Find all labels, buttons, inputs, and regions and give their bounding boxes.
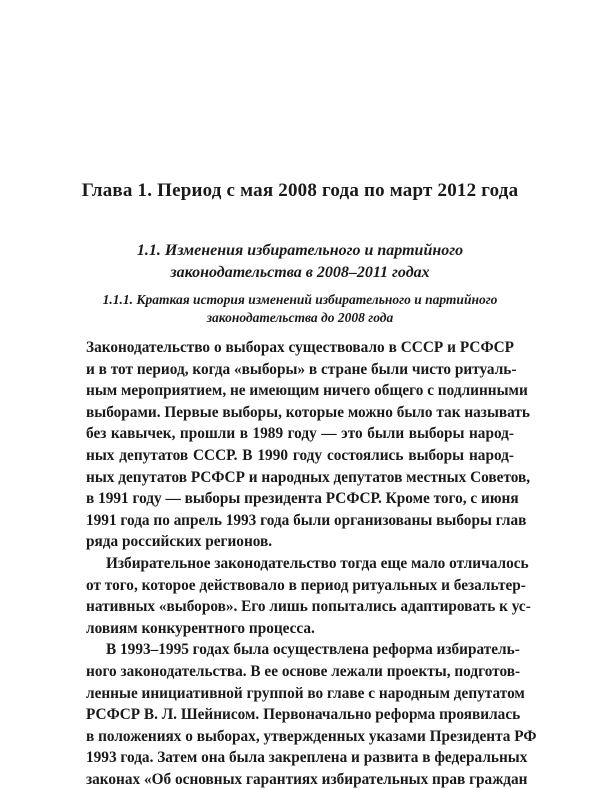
section-title-line: 1.1. Изменения избирательного и партийного — [136, 242, 464, 259]
text-line: нативных «выборов». Его лишь попытались адаптировать к ус- — [86, 598, 531, 616]
subsection-title — [82, 291, 518, 327]
text-line: в положениях о выборах, утвержденных указами Президента РФ — [86, 727, 537, 745]
section-title-line: законодательства в 2008–2011 годах — [170, 264, 430, 281]
text-line: ловиям конкурентного процесса. — [86, 619, 315, 637]
text-line: в 1991 году — выборы президента РСФСР. Кроме того, с июня — [86, 490, 519, 508]
text-line: ных депутатов СССР. В 1990 году состоялись выборы народ- — [86, 446, 514, 464]
text-line: В 1993–1995 годах была осуществлена реформа избиратель- — [106, 641, 520, 659]
text-line: ленные инициативной группой во главе с народным депутатом — [86, 684, 525, 702]
chapter-title: Глава 1. Период с мая 2008 года по март 2012 года — [81, 180, 519, 201]
text-line: без кавычек, прошли в 1989 году — это были выборы народ- — [86, 425, 514, 443]
text-line: 1991 года по апрель 1993 года были организованы выборы глав — [86, 511, 527, 529]
text-line: РСФСР В. Л. Шейнисом. Первоначально реформа проявилась — [86, 706, 521, 724]
body-text — [86, 337, 537, 790]
text-line: и в тот период, когда «выборы» в стране были чисто ритуаль- — [86, 360, 517, 378]
text-line: 1993 года. Затем она была закреплена и развита в федеральных — [86, 749, 528, 767]
text-line: от того, которое действовало в период ритуальных и безальтер- — [86, 576, 526, 594]
section-title — [80, 240, 520, 284]
text-line: выборами. Первые выборы, которые можно было так называть — [86, 403, 530, 421]
text-line: ным мероприятием, не имеющим ничего общего с подлинными — [86, 382, 528, 400]
text-line: ных депутатов РСФСР и народных депутатов местных Советов, — [86, 468, 531, 486]
text-line: Законодательство о выборах существовало в СССР и РСФСР — [86, 339, 514, 356]
subsection-title-line: 1.1.1. Краткая история изменений избирательного и партийного — [102, 292, 498, 307]
text-line: законах «Об основных гарантиях избирательных прав граждан — [86, 770, 528, 788]
text-line: ряда российских регионов. — [86, 533, 273, 551]
text-line: ного законодательства. В ее основе лежали проекты, подготов- — [86, 662, 521, 680]
subsection-title-line: законодательства до 2008 года — [206, 310, 394, 325]
text-line: Избирательное законодательство тогда еще мало отличалось — [106, 554, 529, 572]
